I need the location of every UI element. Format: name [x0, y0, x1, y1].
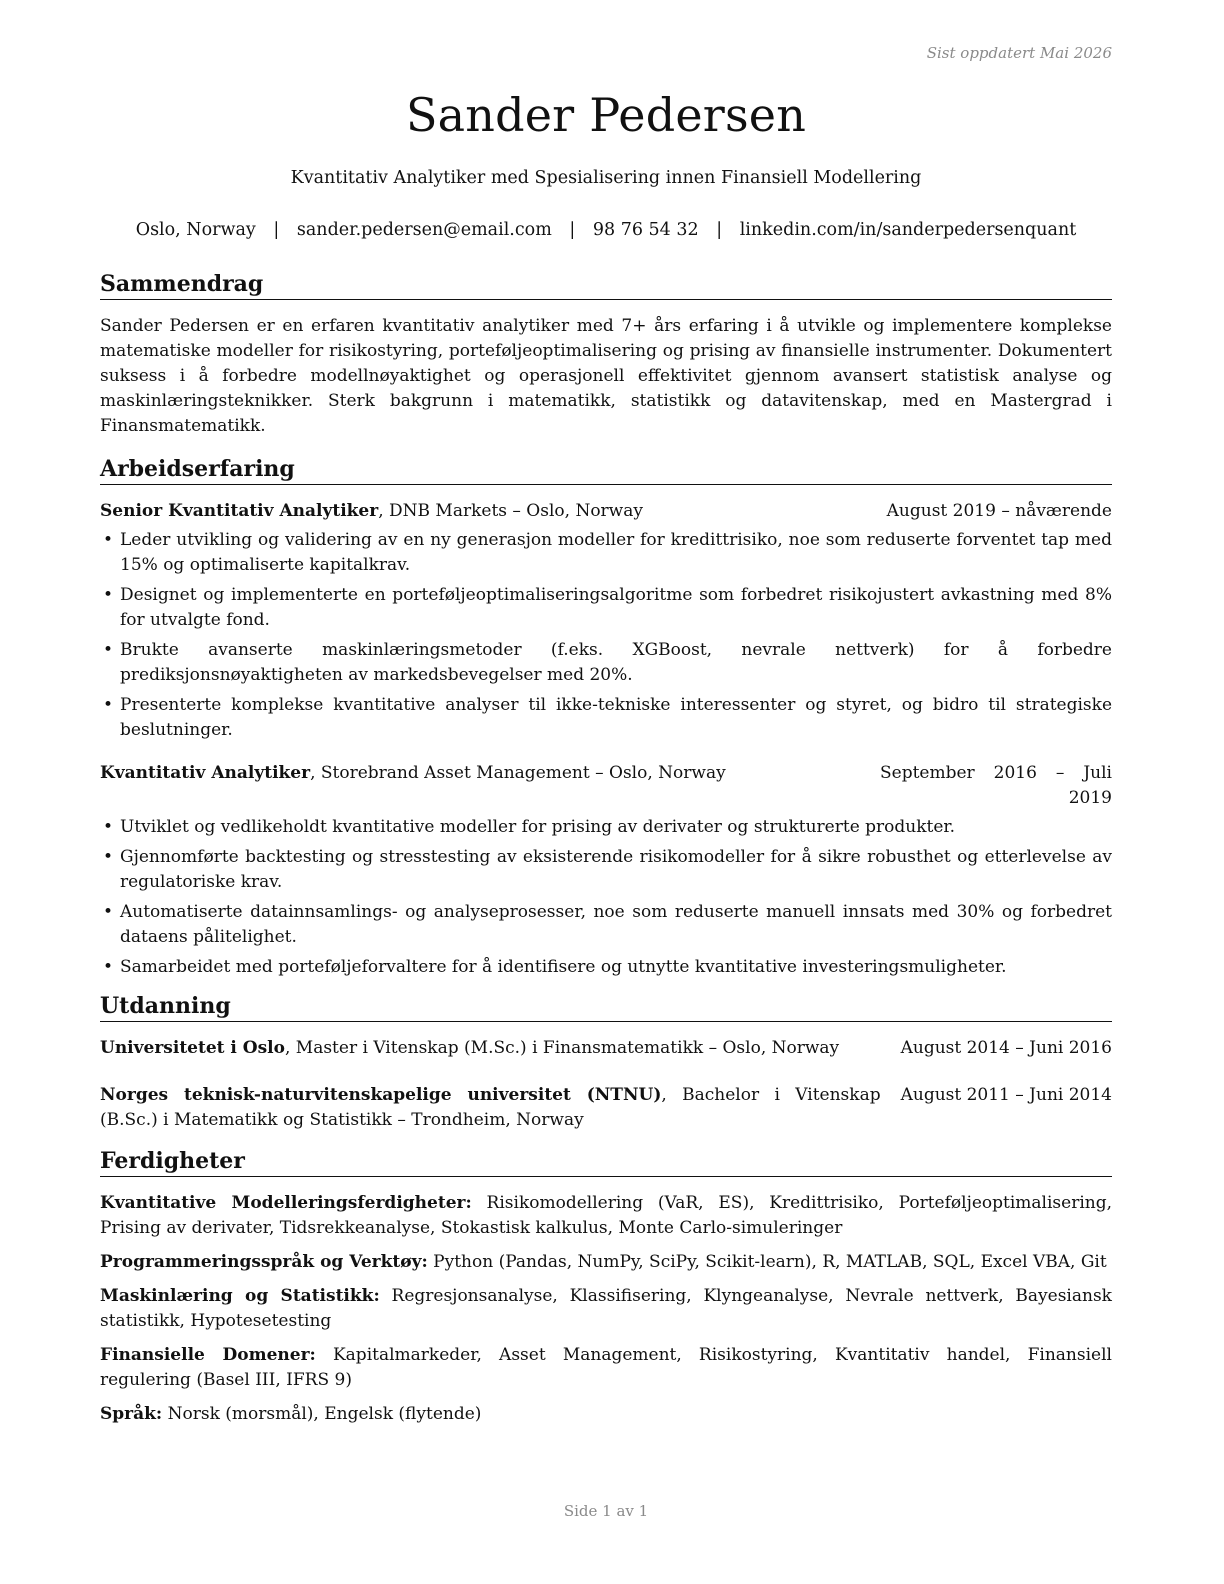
- skill-label: Programmeringsspråk og Verktøy:: [100, 1252, 428, 1272]
- education-dates: August 2011 – Juni 2014: [900, 1085, 1112, 1105]
- skill-value: Python (Pandas, NumPy, SciPy, Scikit-learn), R, MATLAB, SQL, Excel VBA, Git: [427, 1252, 1107, 1272]
- section-title-experience: Arbeidserfaring: [100, 455, 1112, 485]
- job-dates: September 2016 – Juli 2019: [880, 763, 1112, 808]
- job-bullet-text: Samarbeidet med porteføljeforvaltere for å identifisere og utnytte kvantitative investeringsmuligheter.: [120, 957, 1007, 977]
- skill-line: [100, 1284, 1112, 1334]
- section-title-education: Utdanning: [100, 992, 1112, 1022]
- job-title-line: [100, 761, 864, 811]
- candidate-name: Sander Pedersen: [405, 88, 807, 142]
- contact-phone: 98 76 54 32: [592, 220, 699, 240]
- job-bullet: [100, 638, 1112, 688]
- job-role: Kvantitativ Analytiker: [100, 763, 311, 783]
- job-bullet-text: Gjennomførte backtesting og stresstesting av eksisterende risikomodeller for å sikre robusthet og etterlevelse av regulatoriske krav.: [120, 847, 1112, 892]
- job-bullet-text: Leder utvikling og validering av en ny generasjon modeller for kredittrisiko, noe som reduserte forventet tap med 15% og optimaliserte kapitalkrav.: [120, 530, 1112, 575]
- bullet-dot: •: [103, 640, 114, 660]
- job-bullet: [100, 583, 1112, 633]
- job-entry: [100, 761, 1112, 980]
- education-detail: [100, 1083, 881, 1133]
- contact-separator: |: [569, 220, 576, 240]
- bullet-dot: •: [103, 847, 114, 867]
- job-bullet: [100, 815, 1112, 840]
- education-dates: August 2014 – Juni 2016: [900, 1038, 1112, 1058]
- summary-section: [100, 270, 1112, 439]
- skills-section: [100, 1147, 1112, 1427]
- education-section: [100, 992, 1112, 1133]
- job-header: [100, 499, 1112, 524]
- contact-separator: |: [716, 220, 723, 240]
- job-bullet-text: Designet og implementerte en porteføljeoptimaliseringsalgoritme som forbedret risikojustert avkastning med 8% for utvalgte fond.: [120, 585, 1112, 630]
- education-detail: [100, 1036, 881, 1061]
- contact-email-link[interactable]: sander.pedersen@email.com: [296, 220, 552, 240]
- contact-location: Oslo, Norway: [135, 220, 256, 240]
- job-bullet: [100, 693, 1112, 743]
- skill-value: Regresjonsanalyse, Klassifisering, Klyngeanalyse, Nevrale nettverk, Bayesiansk statistikk, Hypotesetesting: [100, 1286, 1112, 1331]
- bullet-dot: •: [103, 585, 114, 605]
- education-entry: [100, 1036, 1112, 1061]
- skill-line: [100, 1250, 1112, 1275]
- bullet-dot: •: [103, 817, 114, 837]
- skill-line: [100, 1402, 1112, 1427]
- contact-linkedin-link[interactable]: linkedin.com/in/sanderpedersenquant: [739, 220, 1077, 240]
- job-title-line: [100, 499, 871, 524]
- contact-line: [100, 220, 1112, 240]
- contact-separator: |: [273, 220, 280, 240]
- job-company: , Storebrand Asset Management – Oslo, Norway: [310, 763, 726, 783]
- section-title-skills: Ferdigheter: [100, 1147, 1112, 1177]
- job-company: , DNB Markets – Oslo, Norway: [378, 501, 643, 521]
- job-bullet: [100, 845, 1112, 895]
- skill-label: Finansielle Domener:: [100, 1345, 316, 1365]
- job-bullet-text: Automatiserte datainnsamlings- og analyseprosesser, noe som reduserte manuell innsats med 30% og forbedret dataens pålitelighet.: [120, 902, 1112, 947]
- job-bullet-list: [100, 528, 1112, 743]
- job-bullet: [100, 900, 1112, 950]
- education-school: Universitetet i Oslo: [100, 1038, 285, 1058]
- resume-content: [100, 270, 1112, 1439]
- skill-line: [100, 1191, 1112, 1241]
- skill-value: Norsk (morsmål), Engelsk (flytende): [162, 1404, 482, 1424]
- education-degree: , Bachelor i Vitenskap (B.Sc.) i Matematikk og Statistikk – Trondheim, Norway: [100, 1085, 881, 1130]
- skill-label: Maskinlæring og Statistikk:: [100, 1286, 380, 1306]
- skill-value: Risikomodellering (VaR, ES), Kredittrisiko, Porteføljeoptimalisering, Prising av derivater, Tidsrekkeanalyse, Stokastisk kalkulus, Monte Carlo-simuleringer: [100, 1193, 1112, 1238]
- job-bullet: [100, 528, 1112, 578]
- experience-section: [100, 455, 1112, 980]
- job-bullet-text: Utviklet og vedlikeholdt kvantitative modeller for prising av derivater og strukturerte produkter.: [120, 817, 956, 837]
- bullet-dot: •: [103, 902, 114, 922]
- candidate-subtitle: Kvantitativ Analytiker med Spesialisering innen Finansiell Modellering: [290, 168, 922, 188]
- section-title-summary: Sammendrag: [100, 270, 1112, 300]
- skill-label: Språk:: [100, 1404, 163, 1424]
- job-bullet-list: [100, 815, 1112, 980]
- last-updated: Sist oppdatert Mai 2026: [926, 44, 1112, 62]
- job-dates: August 2019 – nåværende: [886, 501, 1112, 521]
- job-bullet-text: Presenterte komplekse kvantitative analyser til ikke-tekniske interessenter og styret, og bidro til strategiske beslutninger.: [120, 695, 1112, 740]
- bullet-dot: •: [103, 957, 114, 977]
- education-degree: , Master i Vitenskap (M.Sc.) i Finansmatematikk – Oslo, Norway: [284, 1038, 840, 1058]
- skill-line: [100, 1343, 1112, 1393]
- job-bullet-text: Brukte avanserte maskinlæringsmetoder (f.eks. XGBoost, nevrale nettverk) for å forbedre prediksjonsnøyaktigheten av markedsbevegelser med 20%.: [120, 640, 1112, 685]
- page-number: Side 1 av 1: [563, 1502, 649, 1520]
- bullet-dot: •: [103, 695, 114, 715]
- job-entry: [100, 499, 1112, 743]
- education-entry: [100, 1083, 1112, 1133]
- education-school: Norges teknisk-naturvitenskapelige universitet (NTNU): [100, 1085, 662, 1105]
- skill-value: Kapitalmarkeder, Asset Management, Risikostyring, Kvantitativ handel, Finansiell regulering (Basel III, IFRS 9): [100, 1345, 1112, 1390]
- resume-page: [100, 0, 1112, 1584]
- job-header: [100, 761, 1112, 811]
- bullet-dot: •: [103, 530, 114, 550]
- job-bullet: [100, 955, 1112, 980]
- skill-label: Kvantitative Modelleringsferdigheter:: [100, 1193, 472, 1213]
- summary-text: Sander Pedersen er en erfaren kvantitativ analytiker med 7+ års erfaring i å utvikle og implementere komplekse matematiske modeller for risikostyring, porteføljeoptimalisering og prising av finansielle instrumenter. Dokumentert suksess i å forbedre modellnøyaktighet og operasjonell effektivitet gjennom avansert statistisk analyse og maskinlæringsteknikker. Sterk bakgrunn i matematikk, statistikk og datavitenskap, med en Mastergrad i Finansmatematikk.: [100, 316, 1112, 436]
- job-role: Senior Kvantitativ Analytiker: [100, 501, 379, 521]
